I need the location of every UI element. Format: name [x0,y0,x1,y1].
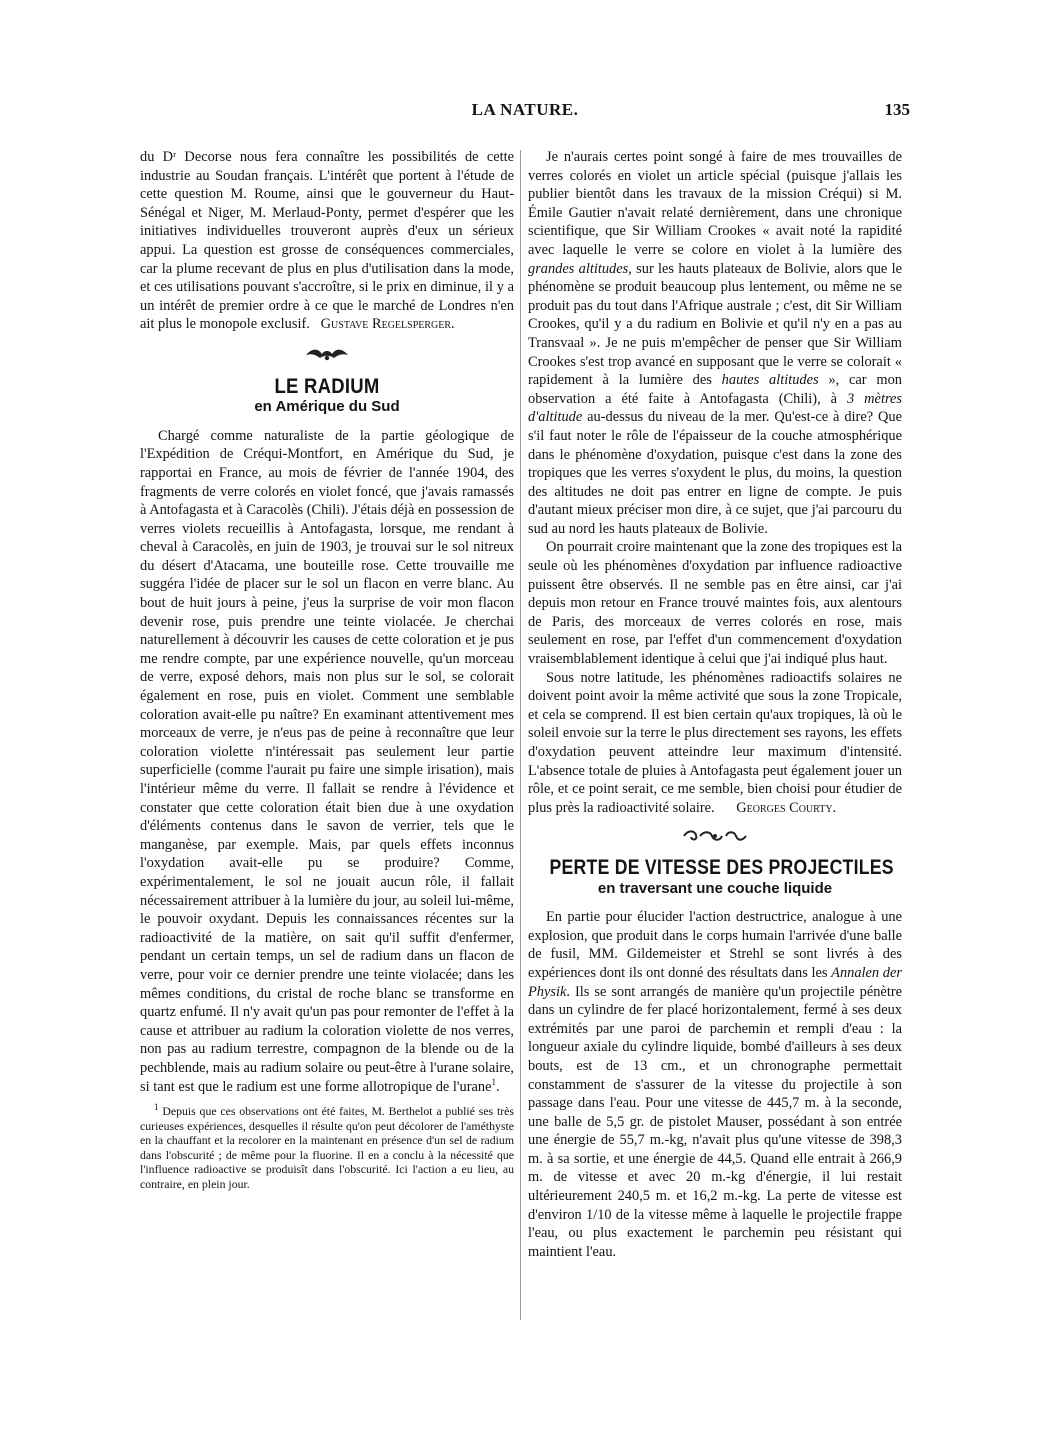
article-title: LE RADIUM [274,374,380,398]
emphasis: 3 mètres d'altitude [528,390,902,426]
article-body-paragraph: Sous notre latitude, les phénomènes radioactifs solaires ne doivent point avoir la même activité que sous la zone Tropicale, et cela se comprend. Il est bien certain qu'aux tropiques, là où le soleil envoie sur la terre le plus directement ses rayons, les effets d'oxydation peuvent atteindre leur maximum d'intensité. L'absence totale de pluies à Antofagasta peut également jouer un rôle, et ce point serait, ce me semble, bien choisi pour étudier de plus près la radioactivité solaire. Georges Courty. [528,669,902,816]
paragraph-continuation: du Dʳ Decorse nous fera connaître les possibilités de cette industrie au Soudan français. L'intérêt que portent à l'étude de cette question M. Roume, ainsi que le gouverneur du Haut-Sénégal et Niger, M. Merlaud-Ponty, permet d'espérer que les initiatives individuelles trouveront auprès d'eux un sérieux appui. La question est grosse de conséquences commerciales, car la plume recevant de plus en plus d'utilisation dans la mode, et ces utilisations pouvant s'accroître, si le prix en diminue, il y a un intérêt de premier ordre à ce que le marché de Londres n'en ait plus le monopole exclusif. Gustave Regelsperger. [140,149,514,333]
emphasis: Annalen der Physik [528,964,902,1000]
ornament-divider [528,829,902,849]
footnote-reference: 1 [491,1076,496,1087]
journal-title: LA NATURE. [471,100,579,119]
ornament-divider [140,346,514,368]
author-signature: Gustave Regelsperger. [320,316,455,333]
footnote-number: 1 [154,1102,159,1113]
column-divider [520,150,521,1320]
emphasis: grandes altitudes [528,260,629,277]
page-number: 135 [884,100,910,119]
article-body-paragraph: On pourrait croire maintenant que la zone des tropiques est la seule où les phénomènes d'oxydation par influence radioactive puissent être observés. Il ne semble pas en être ainsi, car j'ai depuis mon retour en France trouvé maintes fois, aux alentours de Paris, des morceaux de verres colorés en rose, mais seulement en rose, par l'effet d'un commencement d'oxydation vraisemblablement identique à celui que j'ai indiqué plus haut. [528,539,902,668]
left-column [140,148,514,1192]
emphasis: hautes altitudes [721,372,819,389]
article-subtitle: en traversant une couche liquide [597,879,833,897]
article-body-paragraph: Chargé comme naturaliste de la partie géologique de l'Expédition de Créqui-Montfort, en Amérique du Sud, je rapportai en France, au mois de février de l'année 1904, des fragments de verre colorés en violet foncé, que j'avais ramassés à Antofagasta et à Caracolès (Chili). J'étais déjà en possession de verres violets recueillis à Antofagasta, lorsque, me rendant à cheval à Caracolès, en juin de 1903, je trouvai sur le sol nitreux du désert d'Atacama, une bouteille rose. Cette trouvaille me suggéra l'idée de placer sur le sol un flacon en verre blanc. Au bout de huit jours à peine, j'eus la surprise de voir mon flacon devenir rose, puis prendre une teinte violacée. Je cherchai naturellement à découvrir les causes de cette coloration et je pus me rendre compte, par une expérience nouvelle, qu'un morceau de verre, exposé dehors, mais non plus sur le sol, se colorait également en rose, puis en violet. Comment une semblable coloration avait-elle pu naître? En examinant attentivement mes morceaux de verre, je n'eus pas de peine à reconnaître que leur coloration violette n'intéressait pas seulement leur partie superficielle (comme l'aurait pu faire une simple irisation), mais l'intérieur même du verre. Il fallait se rendre à l'évidence et constater que cette coloration était bien due à une oxydation d'éléments contenus dans le savon de verrier, tels que le manganèse, par exemple. Mais, par quels effets inconnus l'oxydation avait-elle pu se produire? Comme, expérimentalement, le sol ne jouait aucun rôle, il fallait nécessairement attribuer à la lumière du jour, au soleil lui-même, le pouvoir oxydant. Depuis les connaissances récentes sur la radioactivité de la matière, on sait qu'il suffit d'enfermer, pendant un certain temps, un sel de radium dans un flacon de verre, pour voir ce dernier prendre une teinte violacée; dans les mêmes conditions, du cristal de roche blanc se transforme en quartz enfumé. Il n'y avait qu'un pas pour remonter de l'effet à la cause et attribuer au radium la coloration violette de nos verres, non pas au radium terrestre, compagnon de la blende ou de la pechblende, mais au radium solaire ou peut-être à l'urane solaire, si tant est que le radium est une forme allotropique de l'urane$^1$. [140,427,514,1095]
running-head [140,100,910,128]
article-subtitle: en Amérique du Sud [254,398,400,416]
fleuron-icon [304,346,350,362]
article-title: PERTE DE VITESSE DES PROJECTILES [549,855,894,879]
article-body-paragraph: En partie pour élucider l'action destructrice, analogue à une explosion, que produit dans le corps humain l'arrivée d'une balle de fusil, MM. Gildemeister et Strehl se sont livrés à des expériences dont ils ont donné des résultats dans les Annalen der Physik. Ils se sont arrangés de manière qu'un projectile pénètre dans un cylindre de fer placé horizontalement, fermé à ses deux extrémités par une paroi de parchemin et rempli d'eau : la longueur axiale du cylindre liquide, bombé d'ailleurs à ses deux bouts, est de 13 cm., et un chronographe permettait constamment de s'assurer de la vitesse du projectile à son passage dans l'eau. Pour une vitesse de 445,7 m. à la seconde, une balle de 5,5 gr. de pistolet Mauser, possédant à son entrée une énergie de 55,7 m.-kg, n'avait plus qu'une vitesse de 398,3 m. à sa sortie, et une énergie de 44,5. Quand elle entrait à 266,9 m. de vitesse et avec 20 m.-kg d'énergie, il lui restait ultérieurement 240,5 m. et 16,2 m.-kg. La perte de vitesse est d'environ 1/10 de la vitesse même à laquelle le projectile frappe l'eau, ou plus exactement le parchemin peu résistant qui maintient l'eau. [528,909,902,1260]
article-body-paragraph: Je n'aurais certes point songé à faire de mes trouvailles de verres colorés en violet un article spécial (puisque j'allais les publier bientôt dans les travaux de la mission Créqui) si M. Émile Gautier n'avait relaté dernièrement, dans une chronique scientifique, que Sir William Crookes « avait noté la rapidité avec laquelle le verre se colore en violet à la lumière des grandes altitudes, sur les hauts plateaux de Bolivie, alors que le phénomène se produit beaucoup plus lentement, ou même ne se produit pas du tout dans l'Afrique australe ; c'est, dit Sir William Crookes, qu'il y a du radium en Bolivie et qu'il n'y en a pas au Transvaal ». Je ne puis m'empêcher de penser que Sir William Crookes s'est trop avancé en supposant que le verre se colorait « rapidement à la lumière des hautes altitudes », car mon observation a été faite à Antofagasta (Chili), à 3 mètres d'altitude au-dessus du niveau de la mer. Qu'est-ce à dire? Que s'il faut noter le rôle de l'épaisseur de la couche atmosphérique dans le phénomène d'oxydation, puisque c'est dans la zone des tropiques que les verres s'oxydent le plus, du moins, la question des altitudes ne doit pas entrer en ligne de compte. Je puis d'autant mieux préciser mon dire, à ce sujet, que j'ai parcouru du sud au nord les hauts plateaux de Bolivie. [528,149,902,537]
footnote: $^1$ Depuis que ces observations ont été faites, M. Berthelot a publié ses très curieuses expériences, desquelles il résulte qu'on peut décolorer de l'améthyste en la chauffant et la recolorer en la maintenant en présence d'un sel de radium dans l'obscurité ; de même pour la fluorine. Il en a conclu à la nécessité que l'influence radioactive se produisît dans l'obscurité. Ici l'action a eu lieu, au contraire, en plein jour. [140,1102,514,1192]
scroll-ornament-icon [680,829,750,843]
author-signature: Georges Courty. [736,799,837,816]
right-column [528,148,902,1261]
